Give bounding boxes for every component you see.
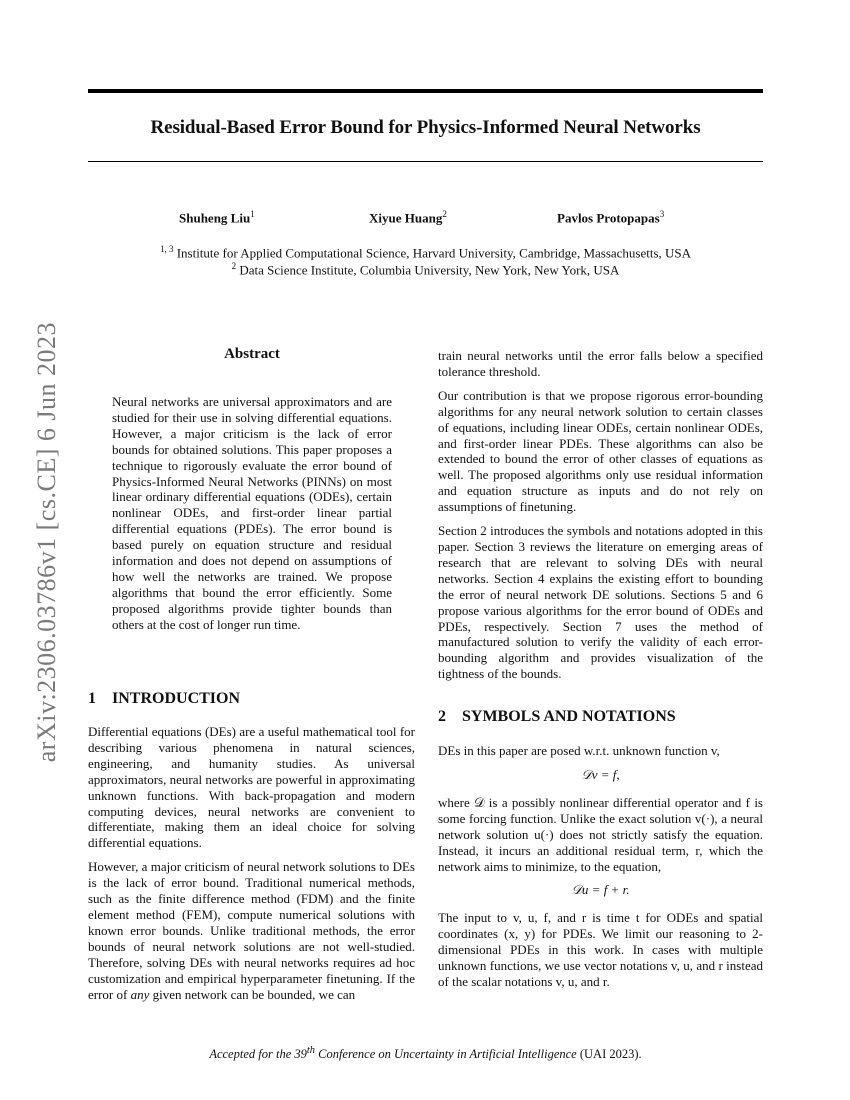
section-heading <box>88 689 415 709</box>
author-2 <box>369 209 447 226</box>
affiliation-sup: 2 <box>231 261 237 271</box>
affiliation-text: Institute for Applied Computational Science, Harvard University, Cambridge, Massachusetts, USA <box>176 245 692 261</box>
equation: 𝒟u = f + r. <box>571 882 630 898</box>
author-name: Shuheng Liu <box>179 210 251 226</box>
paragraph: DEs in this paper are posed w.r.t. unknown function v, <box>438 743 720 759</box>
title-rule <box>88 161 763 162</box>
paragraph-text: given network can be bounded, we can <box>149 986 356 1002</box>
paragraph-text: If the error of <box>88 970 416 1002</box>
author-name: Xiyue Huang <box>369 210 443 226</box>
author-sup: 3 <box>659 209 665 219</box>
arxiv-identifier: arXiv:2306.03786v1 [cs.CE] 6 Jun 2023 <box>32 322 61 763</box>
affiliation-1 <box>88 244 763 261</box>
section-title: INTRODUCTION <box>112 690 241 707</box>
paragraph: The input to v, u, f, and r is time t for ODEs and spatial coordinates (x, y) for PDEs. We limit our reasoning to 2-dimensional PDEs in this work. In cases with multiple unknown functions, we use vector notations v, u, and r instead of the scalar notations v, u, and r. <box>438 910 763 989</box>
paragraph-text: However, a major criticism of neural network solutions to DEs is the lack of error bound. Traditional numerical methods, such as the finite difference method (FDM) and the finite element method (FEM), compute numerical solutions with known error bounds. Unlike traditional methods, the error bounds of neural network solutions are not well-studied. Therefore, solving DEs with neural networks requires ad hoc customization and empirical hyperparameter finetuning. <box>88 859 415 986</box>
footer-text: Accepted for the 39 <box>209 1047 307 1062</box>
author-sup: 1 <box>250 209 255 219</box>
author-1 <box>179 209 255 226</box>
affiliation-text: Data Science Institute, Columbia University, New York, New York, USA <box>239 262 620 278</box>
section-title: SYMBOLS AND NOTATIONS <box>462 708 676 726</box>
arxiv-stamp <box>24 310 70 775</box>
abstract <box>112 345 392 641</box>
affiliation-2 <box>88 261 763 278</box>
section-number: 2 <box>438 708 446 726</box>
paragraph: Differential equations (DEs) are a useful mathematical tool for describing various phenomena in natural sciences, engineering, and humanity studies. As universal approximators, neural networks are powerful in approximating unknown functions. With back-propagation and modern computing devices, neural networks are convenient to differentiate, making them an ideal choice for solving differential equations. <box>88 724 415 851</box>
author-3 <box>557 209 664 226</box>
footer-note <box>88 1045 763 1062</box>
paragraph: Section 2 introduces the symbols and notations adopted in this paper. Section 3 reviews the literature on emerging areas of research that are relevant to solving DEs with neural networks. Section 4 explains the existing effort to bounding the error of neural network DE solutions. Sections 5 and 6 propose various algorithms for the error bound of ODEs and PDEs, respectively. Section 7 uses the method of manufactured solution to verify the validity of each error-bounding algorithm and provides visualization of the tightness of the bounds. <box>438 523 763 682</box>
abstract-text: Neural networks are universal approximators and are studied for their use in solving differential equations. However, a major criticism is the lack of error bounds for obtained solutions. This paper proposes a technique to rigorously evaluate the error bound of Physics-Informed Neural Networks (PINNs) on most linear ordinary differential equations (ODEs), certain nonlinear ODEs, and first-order linear partial differential equations (PDEs). The error bound is based purely on equation structure and residual information and does not depend on assumptions of how well the networks are trained. We propose algorithms that bound the error efficiently. Some proposed algorithms provide tighter bounds than others at the cost of longer run time. <box>112 394 392 632</box>
paper-title: Residual-Based Error Bound for Physics-Informed Neural Networks <box>150 117 701 138</box>
right-column <box>438 348 763 998</box>
emphasis-text: any <box>130 986 150 1002</box>
paragraph: Our contribution is that we propose rigorous error-bounding algorithms for any neural network solution to certain classes of equations, including linear ODEs, certain nonlinear ODEs, and first-order linear PDEs. These algorithms can also be extended to bound the error of other classes of equations as well. The proposed algorithms only use residual information and equation structure as inputs and do not rely on assumptions of finetuning. <box>438 387 763 515</box>
left-column <box>88 689 415 1010</box>
paragraph: train neural networks until the error falls below a specified tolerance threshold. <box>438 348 763 379</box>
affiliation-sup: 1, 3 <box>159 244 174 254</box>
section-heading <box>438 707 763 727</box>
footer-sup: th <box>306 1045 315 1056</box>
author-name: Pavlos Protopapas <box>557 210 660 226</box>
author-sup: 2 <box>442 209 447 219</box>
top-rule <box>88 89 763 93</box>
footer-venue: (UAI 2023). <box>579 1047 642 1062</box>
equation: 𝒟v = f, <box>581 767 620 783</box>
paragraph: where 𝒟 is a possibly nonlinear differential operator and f is some forcing function. Unlike the exact solution v(·), a neural network solution u(·) does not strictly satisfy the equation. Instead, it incurs an additional residual term, r, which the network aims to minimize, to the equation, <box>438 794 763 874</box>
abstract-heading: Abstract <box>224 346 280 362</box>
footer-text: Conference on Uncertainty in Artificial Intelligence <box>314 1047 580 1062</box>
paragraph <box>88 859 415 1002</box>
section-number: 1 <box>88 690 96 707</box>
